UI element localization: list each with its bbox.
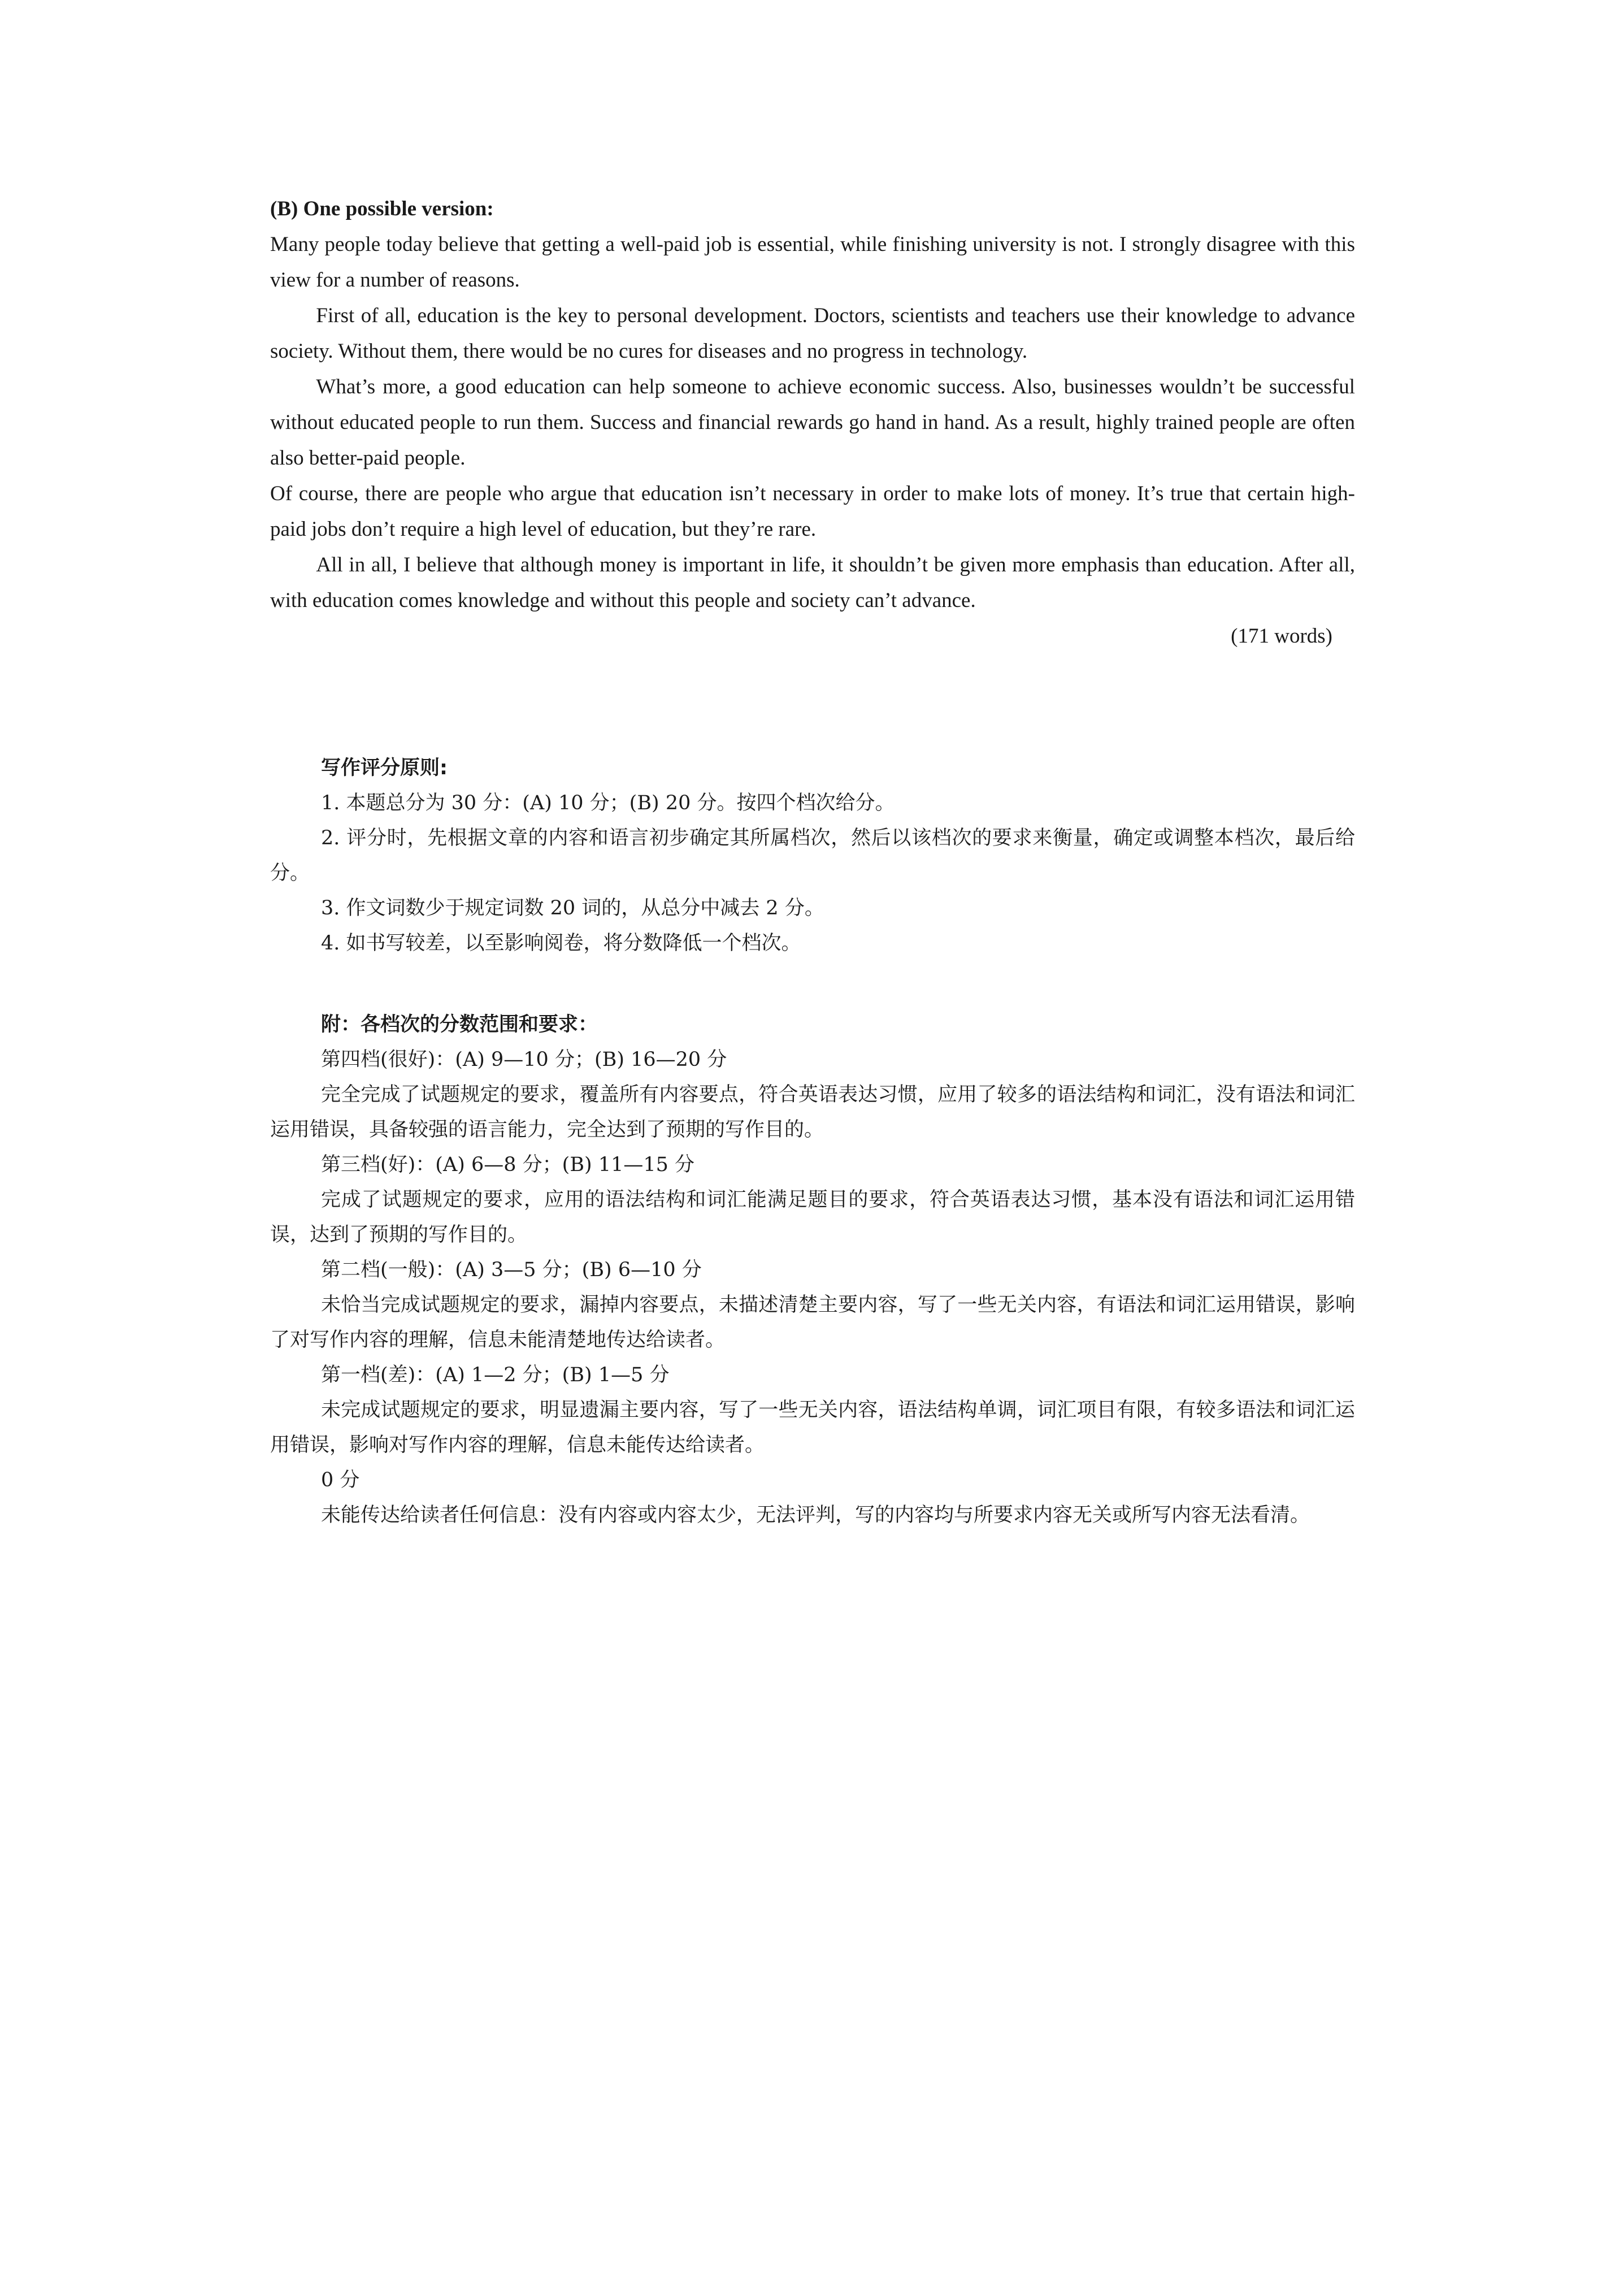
level-title: 0 分 <box>321 1469 360 1491</box>
scoring-rule-item: 1. 本题总分为 30 分：(A) 10 分；(B) 20 分。按四个档次给分。 <box>321 792 895 814</box>
level-title: 第三档(好)：(A) 6—8 分；(B) 11—15 分 <box>321 1153 695 1176</box>
word-count: (171 words) <box>1231 625 1332 648</box>
essay-paragraph-first: First of all, education is the key to personal development. Doctors, scientists and teachers use their knowledge to advance society. Without them, there would be no cures for diseases and no progress in technology. <box>270 304 1355 363</box>
level-description: 未完成试题规定的要求，明显遗漏主要内容，写了一些无关内容，语法结构单调，词汇项目有限，有较多语法和词汇运用错误，影响对写作内容的理解，信息未能传达给读者。 <box>270 1399 1355 1456</box>
level-description: 完成了试题规定的要求，应用的语法结构和词汇能满足题目的要求，符合英语表达习惯，基本没有语法和词汇运用错误，达到了预期的写作目的。 <box>270 1189 1355 1246</box>
level-title: 第一档(差)：(A) 1—2 分；(B) 1—5 分 <box>321 1364 670 1386</box>
level-description: 未恰当完成试题规定的要求，漏掉内容要点，未描述清楚主要内容，写了一些无关内容，有语法和词汇运用错误，影响了对写作内容的理解，信息未能清楚地传达给读者。 <box>270 1294 1355 1351</box>
scoring-principles <box>270 751 1355 961</box>
level-description: 完全完成了试题规定的要求，覆盖所有内容要点，符合英语表达习惯，应用了较多的语法结构和词汇，没有语法和词汇运用错误，具备较强的语言能力，完全达到了预期的写作目的。 <box>270 1083 1355 1141</box>
essay-paragraph-conclusion: All in all, I believe that although money is important in life, it shouldn’t be given more emphasis than education. After all, with education comes knowledge and without this people and society can’t advance. <box>270 553 1355 612</box>
level-description: 未能传达给读者任何信息：没有内容或内容太少，无法评判，写的内容均与所要求内容无关或所写内容无法看清。 <box>321 1504 1310 1527</box>
essay-heading: (B) One possible version: <box>270 197 494 220</box>
scoring-principles-heading: 写作评分原则: <box>321 757 448 779</box>
scoring-rule-item: 3. 作文词数少于规定词数 20 词的，从总分中减去 2 分。 <box>321 897 824 920</box>
scoring-rule-item: 2. 评分时，先根据文章的内容和语言初步确定其所属档次，然后以该档次的要求来衡量，确定或调整本档次，最后给分。 <box>270 827 1355 884</box>
appendix-heading: 附：各档次的分数范围和要求： <box>321 1013 598 1036</box>
essay-paragraph-intro: Many people today believe that getting a well-paid job is essential, while finishing university is not. I strongly disagree with this view for a number of reasons. <box>270 233 1355 292</box>
level-title: 第二档(一般)：(A) 3—5 分；(B) 6—10 分 <box>321 1259 702 1281</box>
score-levels-appendix <box>270 1007 1355 1533</box>
scoring-rule-item: 4. 如书写较差，以至影响阅卷，将分数降低一个档次。 <box>321 932 801 955</box>
level-title: 第四档(很好)：(A) 9—10 分；(B) 16—20 分 <box>321 1048 727 1071</box>
essay-paragraph-third: Of course, there are people who argue that education isn’t necessary in order to make lots of money. It’s true that certain high-paid jobs don’t require a high level of education, but they’re rare. <box>270 482 1355 541</box>
essay-paragraph-second: What’s more, a good education can help someone to achieve economic success. Also, businesses wouldn’t be successful without educated people to run them. Success and financial rewards go hand in hand. As a result, highly trained people are often also better-paid people. <box>270 375 1355 470</box>
sample-essay <box>270 191 1355 654</box>
